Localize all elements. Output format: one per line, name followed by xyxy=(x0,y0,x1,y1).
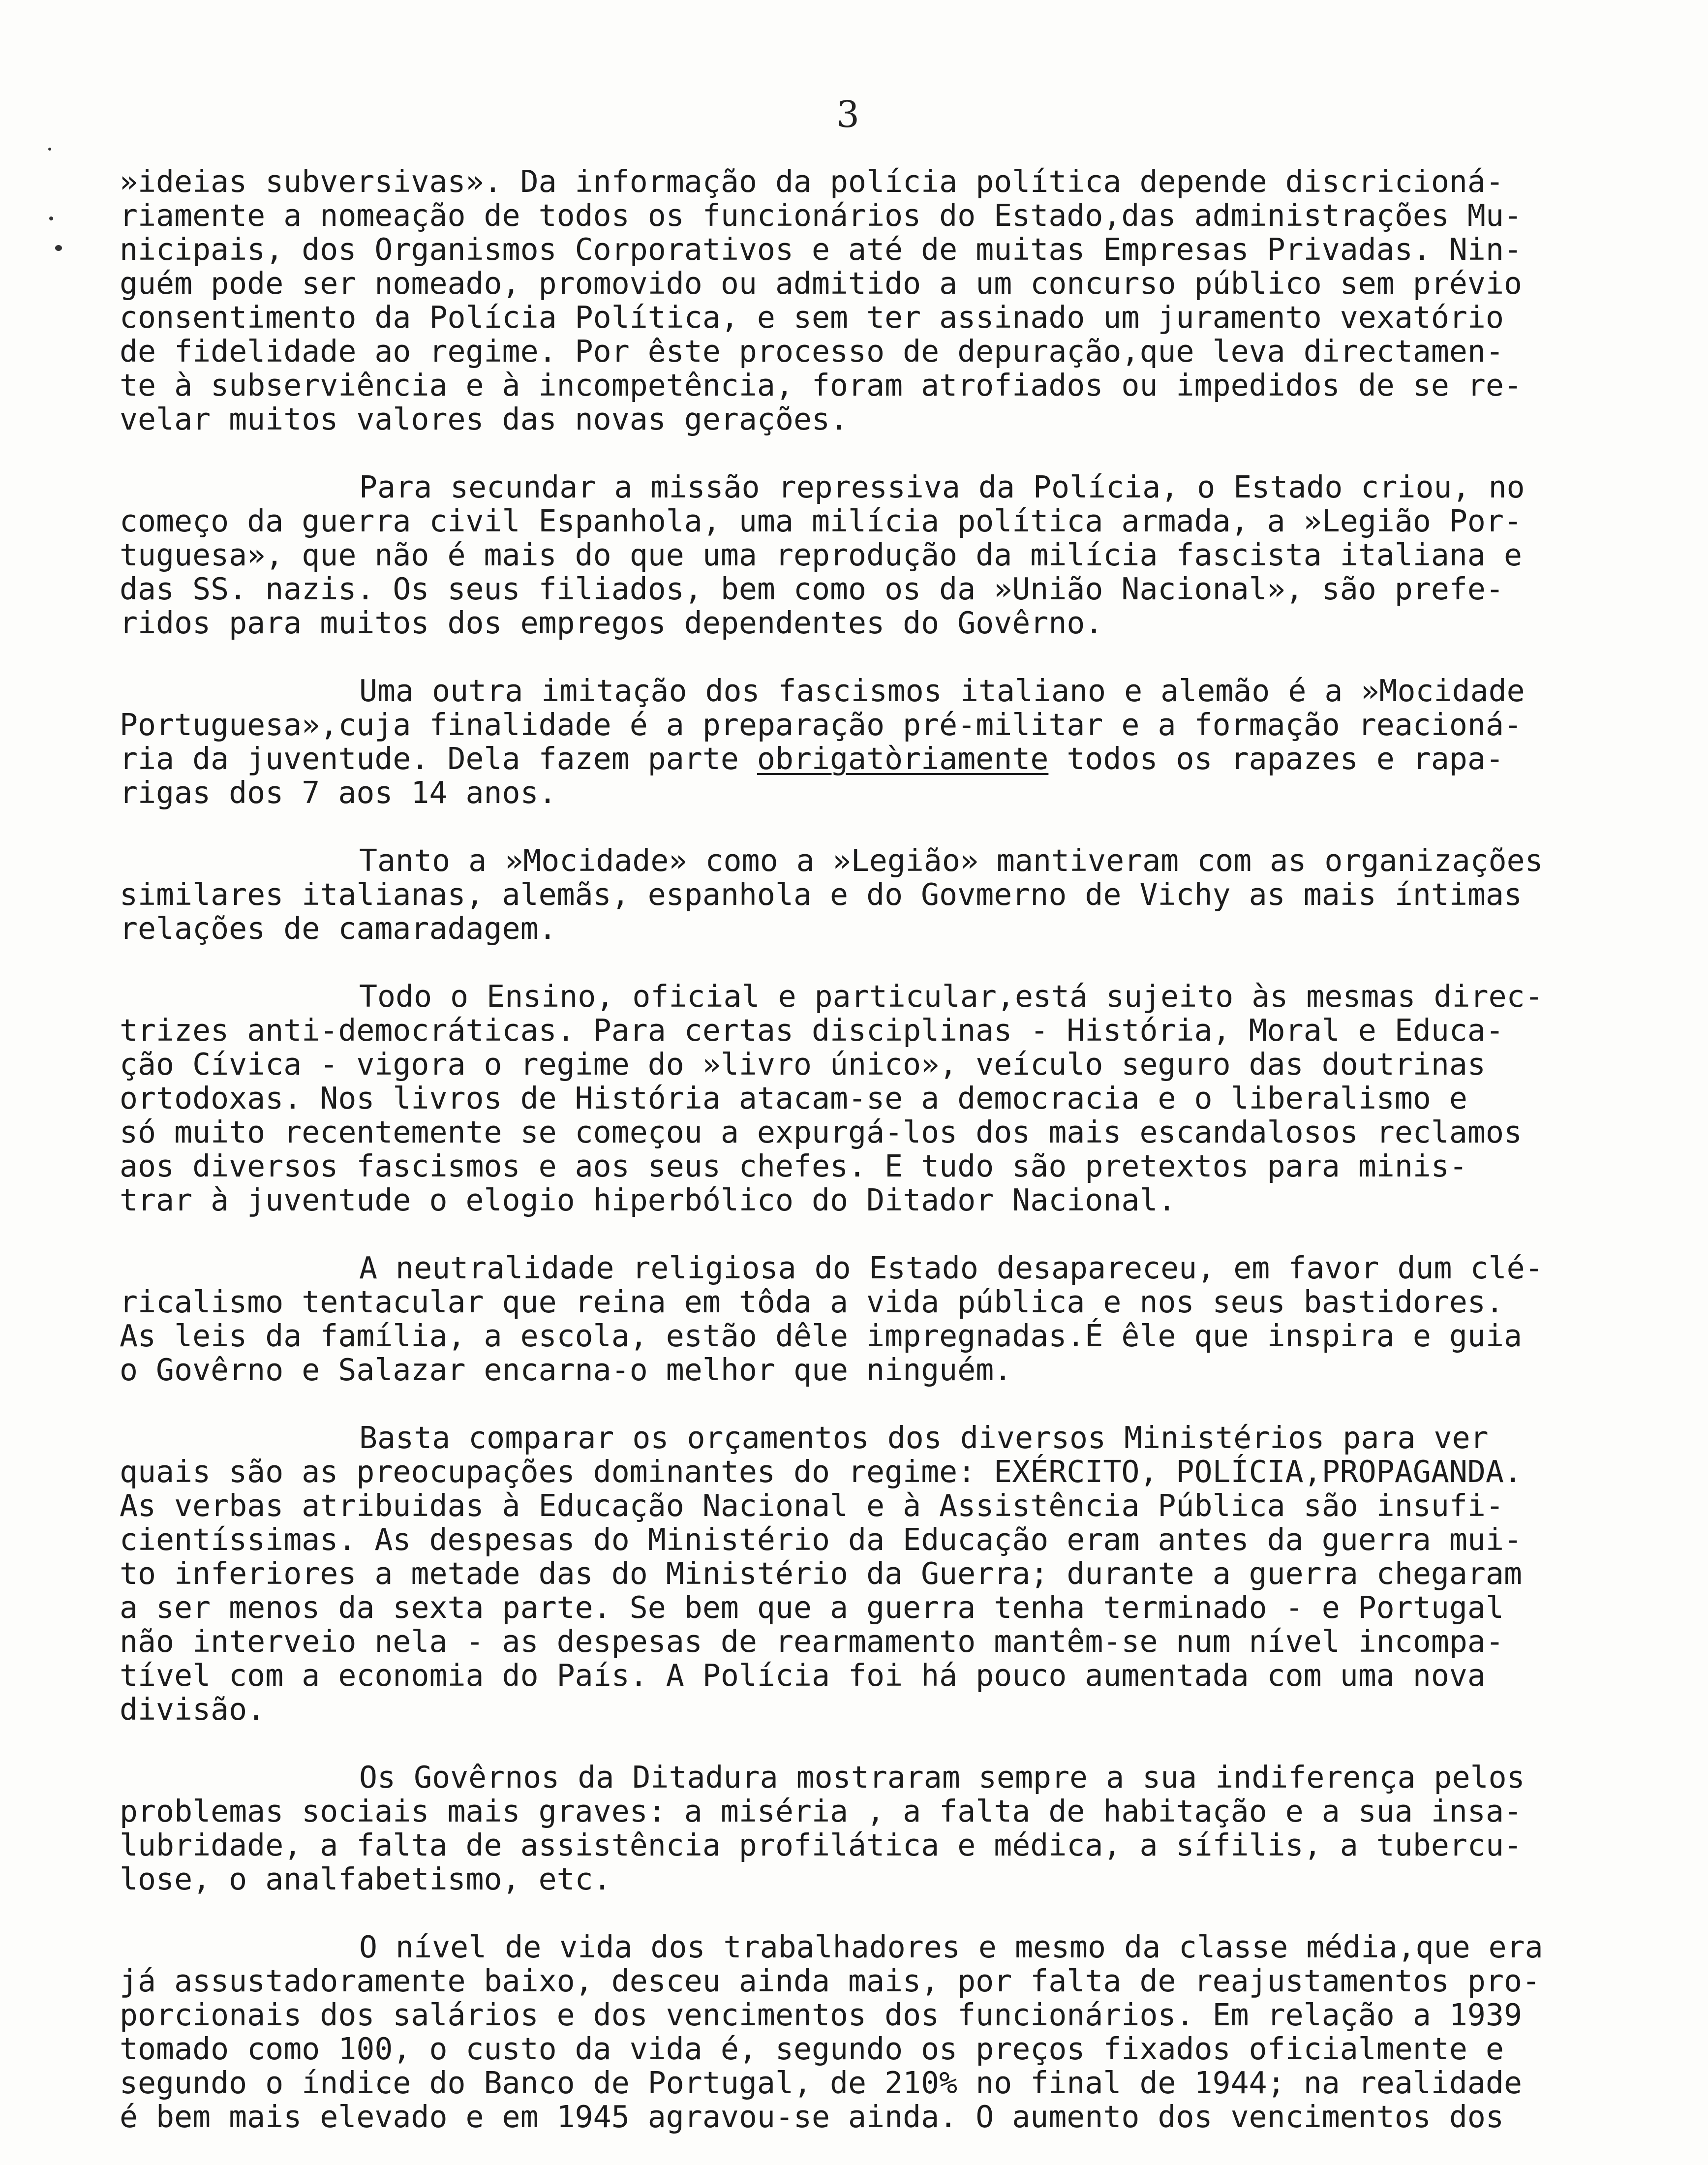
text-line: de fidelidade ao regime. Por êste processo de depuração,que leva directamen- xyxy=(120,334,1504,369)
text-segment: ria da juventude. Dela fazem parte xyxy=(120,741,757,776)
text-line: Para secundar a missão repressiva da Polícia, o Estado criou, no xyxy=(359,469,1525,505)
text-line: Os Govêrnos da Ditadura mostraram sempre a sua indiferença pelos xyxy=(359,1760,1525,1795)
text-line: é bem mais elevado e em 1945 agravou-se ainda. O aumento dos vencimentos dos xyxy=(120,2099,1504,2135)
text-line xyxy=(120,742,1620,776)
text-line: riamente a nomeação de todos os funcionários do Estado,das administrações Mu- xyxy=(120,198,1523,233)
text-line: Uma outra imitação dos fascismos italiano e alemão é a »Mocidade xyxy=(359,673,1525,709)
text-line: Basta comparar os orçamentos dos diversos Ministérios para ver xyxy=(359,1420,1489,1456)
text-line: trizes anti-democráticas. Para certas disciplinas - História, Moral e Educa- xyxy=(120,1013,1504,1048)
page-number: 3 xyxy=(836,93,860,136)
text-line: lubridade, a falta de assistência profilática e médica, a sífilis, a tubercu- xyxy=(120,1827,1523,1863)
text-line: o Govêrno e Salazar encarna-o melhor que ninguém. xyxy=(120,1352,1012,1388)
text-line: ortodoxas. Nos livros de História atacam-se a democracia e o liberalismo e xyxy=(120,1081,1467,1116)
paragraph xyxy=(120,844,1620,946)
text-line: quais são as preocupações dominantes do regime: EXÉRCITO, POLÍCIA,PROPAGANDA. xyxy=(120,1454,1523,1489)
text-line: divisão. xyxy=(120,1692,266,1727)
text-line: aos diversos fascismos e aos seus chefes. E tudo são pretextos para minis- xyxy=(120,1148,1467,1184)
text-line: A neutralidade religiosa do Estado desapareceu, em favor dum clé- xyxy=(359,1250,1543,1286)
text-line: já assustadoramente baixo, desceu ainda mais, por falta de reajustamentos pro- xyxy=(120,1963,1541,1999)
text-segment: todos os rapazes e rapa- xyxy=(1048,741,1504,776)
text-line: O nível de vida dos trabalhadores e mesmo da classe média,que era xyxy=(359,1929,1543,1965)
text-line: tível com a economia do País. A Polícia foi há pouco aumentada com uma nova xyxy=(120,1658,1486,1693)
text-line: ção Cívica - vigora o regime do »livro único», veículo seguro das doutrinas xyxy=(120,1047,1486,1082)
text-line: ricalismo tentacular que reina em tôda a vida pública e nos seus bastidores. xyxy=(120,1284,1504,1320)
paragraph xyxy=(120,980,1620,1217)
text-line: ridos para muitos dos empregos dependentes do Govêrno. xyxy=(120,605,1103,641)
paragraph xyxy=(120,1421,1620,1727)
document-body xyxy=(120,165,1620,2168)
text-line: porcionais dos salários e dos vencimentos dos funcionários. Em relação a 1939 xyxy=(120,1997,1523,2033)
scan-speck xyxy=(48,148,51,151)
text-line: As verbas atribuidas à Educação Nacional e à Assistência Pública são insufi- xyxy=(120,1488,1504,1523)
text-line: rigas dos 7 aos 14 anos. xyxy=(120,775,557,810)
text-line: começo da guerra civil Espanhola, uma milícia política armada, a »Legião Por- xyxy=(120,503,1523,539)
underlined-word: obrigatòriamente xyxy=(757,741,1049,776)
paragraph xyxy=(120,470,1620,640)
paragraph xyxy=(120,1251,1620,1387)
text-line: As leis da família, a escola, estão dêle impregnadas.É êle que inspira e guia xyxy=(120,1318,1523,1354)
text-line: Todo o Ensino, oficial e particular,está sujeito às mesmas direc- xyxy=(359,979,1543,1014)
text-line: consentimento da Polícia Política, e sem ter assinado um juramento vexatório xyxy=(120,300,1504,335)
text-line: guém pode ser nomeado, promovido ou admitido a um concurso público sem prévio xyxy=(120,266,1523,301)
text-line: »ideias subversivas». Da informação da polícia política depende discricioná- xyxy=(120,164,1504,199)
text-line: lose, o analfabetismo, etc. xyxy=(120,1861,611,1897)
text-line: cientíssimas. As despesas do Ministério da Educação eram antes da guerra mui- xyxy=(120,1522,1523,1557)
text-line: nicipais, dos Organismos Corporativos e até de muitas Empresas Privadas. Nin- xyxy=(120,232,1523,267)
text-line: te à subserviência e à incompetência, foram atrofiados ou impedidos de se re- xyxy=(120,368,1523,403)
text-line: tuguesa», que não é mais do que uma reprodução da milícia fascista italiana e xyxy=(120,537,1523,573)
text-line: relações de camaradagem. xyxy=(120,911,557,946)
paragraph xyxy=(120,674,1620,810)
text-line: não interveio nela - as despesas de rearmamento mantêm-se num nível incompa- xyxy=(120,1624,1504,1659)
text-line: to inferiores a metade das do Ministério da Guerra; durante a guerra chegaram xyxy=(120,1556,1523,1591)
scan-speck xyxy=(49,217,53,220)
paragraph xyxy=(120,1761,1620,1896)
text-line: problemas sociais mais graves: a miséria , a falta de habitação e a sua insa- xyxy=(120,1794,1523,1829)
text-line: só muito recentemente se começou a expurgá-los dos mais escandalosos reclamos xyxy=(120,1115,1523,1150)
paragraph xyxy=(120,1930,1620,2134)
scan-speck xyxy=(55,245,62,251)
text-line: a ser menos da sexta parte. Se bem que a guerra tenha terminado - e Portugal xyxy=(120,1590,1504,1625)
text-line: das SS. nazis. Os seus filiados, bem como os da »União Nacional», são prefe- xyxy=(120,571,1504,607)
text-line: trar à juventude o elogio hiperbólico do Ditador Nacional. xyxy=(120,1182,1176,1218)
text-line: similares italianas, alemãs, espanhola e do Govmerno de Vichy as mais íntimas xyxy=(120,877,1523,912)
text-line: tomado como 100, o custo da vida é, segundo os preços fixados oficialmente e xyxy=(120,2031,1504,2067)
paragraph xyxy=(120,165,1620,436)
text-line: Portuguesa»,cuja finalidade é a preparação pré-militar e a formação reacioná- xyxy=(120,707,1523,743)
text-line: velar muitos valores das novas gerações. xyxy=(120,402,849,437)
text-line: Tanto a »Mocidade» como a »Legião» mantiveram com as organizações xyxy=(359,843,1543,878)
text-line: segundo o índice do Banco de Portugal, de 210% no final de 1944; na realidade xyxy=(120,2065,1523,2101)
